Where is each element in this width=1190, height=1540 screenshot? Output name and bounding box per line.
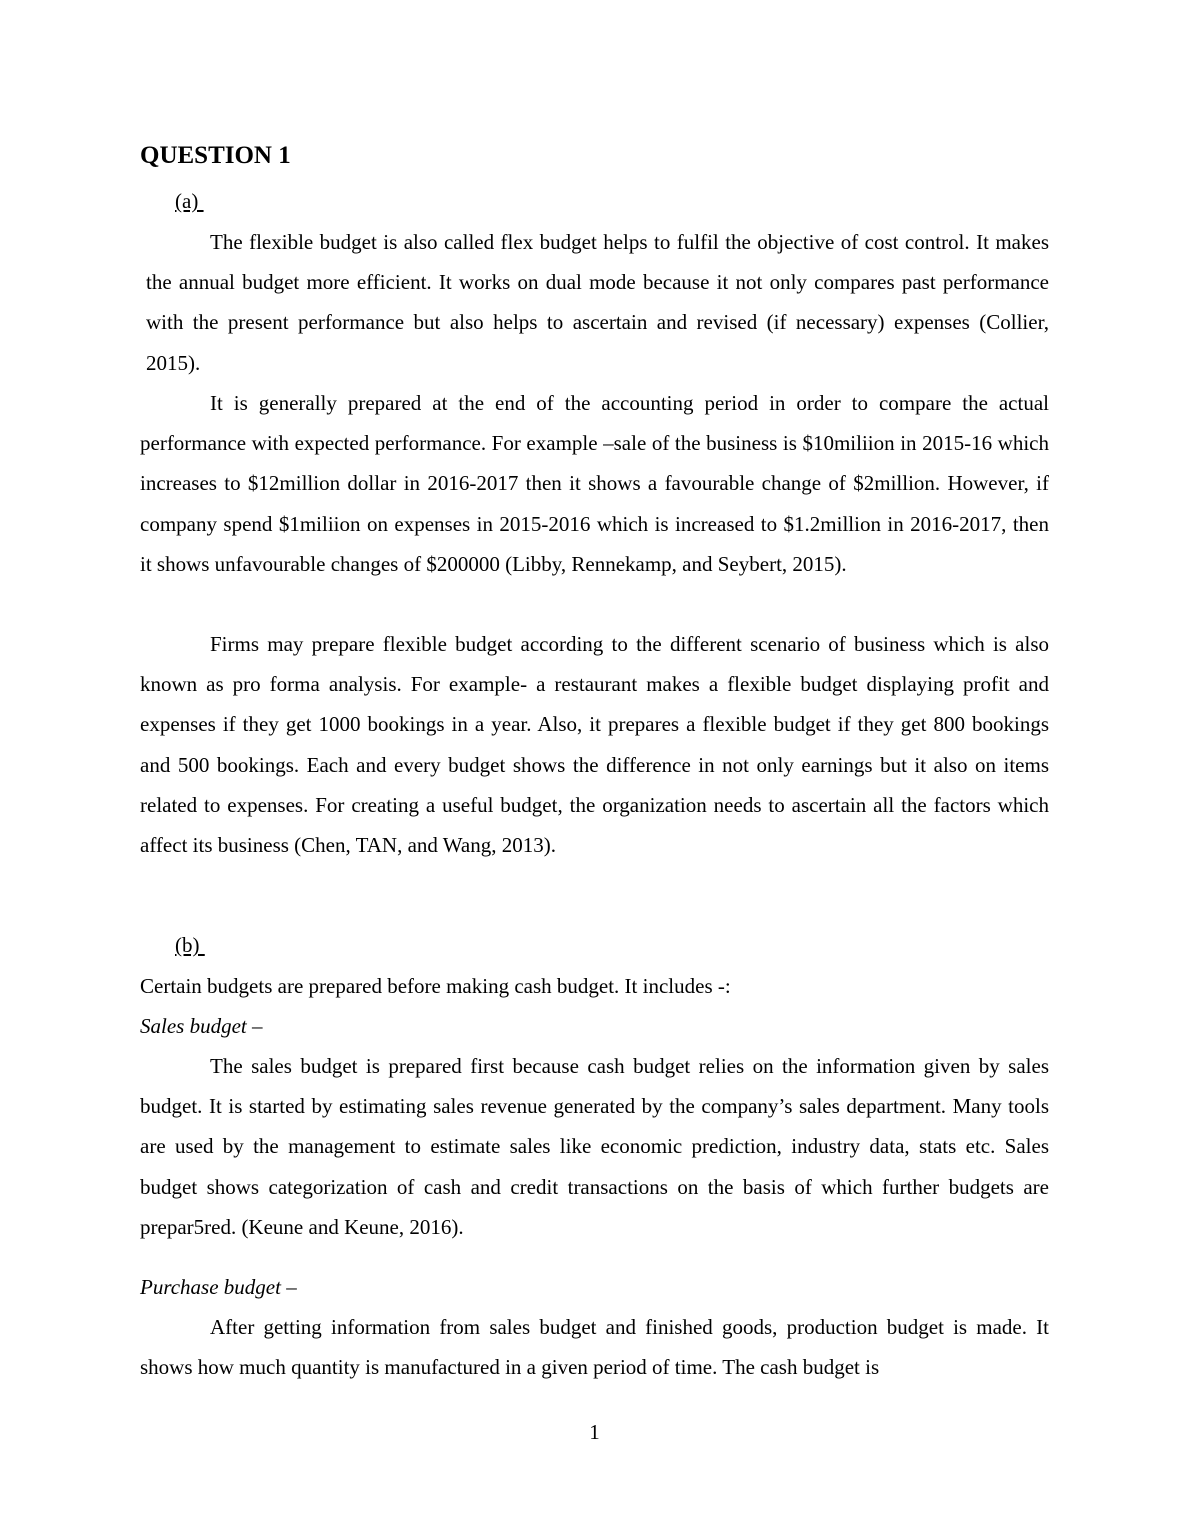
part-a-label: (a): [175, 189, 204, 213]
part-a-paragraph-1: The flexible budget is also called flex budget helps to fulfil the objective of cost control. It makes the annual budget more efficient. It works on dual mode because it not only compares past performance with the present performance but also helps to ascertain and revised (if necessary) expenses (Collier, 2015).: [146, 230, 1049, 375]
sales-budget-paragraph: The sales budget is prepared first because cash budget relies on the information given by sales budget. It is started by estimating sales revenue generated by the company’s sales department. Many tools are used by the management to estimate sales like economic prediction, industry data, stats etc. Sales budget shows categorization of cash and credit transactions on the basis of which further budgets are prepar5red. (Keune and Keune, 2016).: [140, 1054, 1049, 1239]
part-a-paragraph-2: It is generally prepared at the end of the accounting period in order to compare the actual performance with expected performance. For example –sale of the business is $10miliion in 2015-16 which increases to $12million dollar in 2016-2017 then it shows a favourable change of $2million. However, if company spend $1miliion on expenses in 2015-2016 which is increased to $1.2million in 2016-2017, then it shows unfavourable changes of $200000 (Libby, Rennekamp, and Seybert, 2015).: [140, 391, 1049, 576]
part-b-label: (b): [175, 933, 205, 957]
document-page: [140, 0, 1049, 1540]
sales-budget-heading: Sales budget –: [140, 1014, 263, 1038]
page-number: 1: [589, 1420, 600, 1444]
part-b-intro: Certain budgets are prepared before making cash budget. It includes -:: [140, 974, 731, 998]
purchase-budget-heading: Purchase budget –: [140, 1275, 297, 1299]
purchase-budget-paragraph: After getting information from sales budget and finished goods, production budget is made. It shows how much quantity is manufactured in a given period of time. The cash budget is: [140, 1315, 1049, 1380]
part-a-paragraph-3: Firms may prepare flexible budget according to the different scenario of business which is also known as pro forma analysis. For example- a restaurant makes a flexible budget displaying profit and expenses if they get 1000 bookings in a year. Also, it prepares a flexible budget if they get 800 bookings and 500 bookings. Each and every budget shows the difference in not only earnings but it also on items related to expenses. For creating a useful budget, the organization needs to ascertain all the factors which affect its business (Chen, TAN, and Wang, 2013).: [140, 632, 1049, 858]
question-heading: QUESTION 1: [140, 142, 291, 169]
